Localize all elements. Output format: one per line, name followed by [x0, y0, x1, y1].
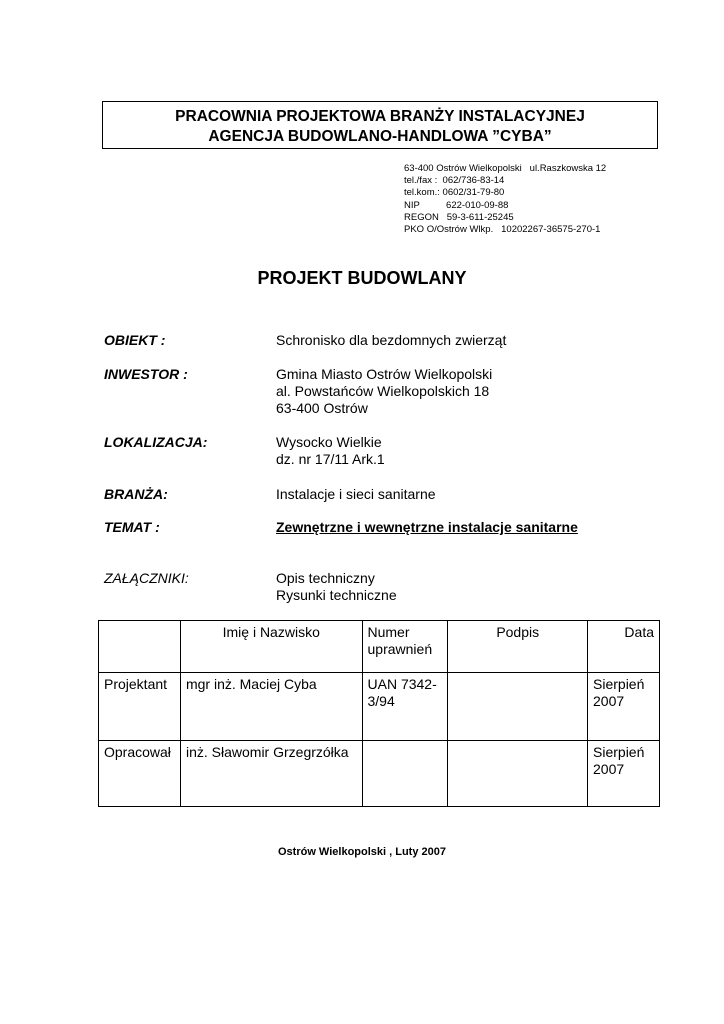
- table-cell: [588, 673, 660, 741]
- row-name: mgr inż. Maciej Cyba: [185, 676, 317, 692]
- inwestor-value: [276, 366, 492, 417]
- zalaczniki-value: [276, 570, 397, 604]
- row-number-line1: UAN 7342-: [367, 676, 437, 692]
- inwestor-line: al. Powstańców Wielkopolskich 18: [276, 383, 490, 399]
- header-date: Data: [624, 624, 654, 640]
- contact-address: 63-400 Ostrów Wielkopolski ul.Raszkowska 12: [404, 163, 607, 174]
- header-name: Imię i Nazwisko: [222, 624, 320, 640]
- table-cell: [448, 673, 588, 741]
- row-date-line1: Sierpień: [593, 744, 645, 760]
- table-header-cell: [180, 621, 362, 673]
- obiekt-label: OBIEKT :: [104, 332, 166, 348]
- table-cell: [180, 673, 362, 741]
- row-role: Opracował: [104, 744, 171, 760]
- header-number-line2: uprawnień: [367, 641, 433, 657]
- table-row: [99, 673, 660, 741]
- contact-telfax: tel./fax : 062/736-83-14: [404, 175, 505, 187]
- row-number: [363, 673, 448, 713]
- table-cell: [99, 673, 181, 741]
- header-number: [363, 621, 448, 661]
- row-signature: [448, 673, 587, 679]
- table-row: [99, 741, 660, 807]
- table-cell: [362, 741, 448, 807]
- signature-table: [98, 620, 660, 807]
- table-header-cell: [99, 621, 181, 673]
- lokalizacja-label: LOKALIZACJA:: [104, 434, 208, 450]
- lokalizacja-line: dz. nr 17/11 Ark.1: [276, 451, 385, 467]
- obiekt-value: Schronisko dla bezdomnych zwierząt: [276, 332, 507, 348]
- zalaczniki-label: ZAŁĄCZNIKI:: [104, 570, 189, 586]
- table-header-cell: [448, 621, 588, 673]
- row-role: Projektant: [104, 676, 168, 692]
- table-header-cell: [362, 621, 448, 673]
- contact-bank: PKO O/Ostrów Wlkp. 10202267-36575-270-1: [404, 224, 601, 236]
- company-contact-block: [404, 163, 606, 236]
- document-footer: Ostrów Wielkopolski , Luty 2007: [277, 846, 446, 858]
- lokalizacja-line: Wysocko Wielkie: [276, 434, 382, 450]
- company-name-line1: PRACOWNIA PROJEKTOWA BRANŻY INSTALACYJNEJ: [175, 108, 585, 125]
- company-name-line2: AGENCJA BUDOWLANO-HANDLOWA ”CYBA”: [208, 128, 552, 145]
- header-signature: Podpis: [496, 624, 540, 640]
- branza-label: BRANŻA:: [104, 486, 168, 502]
- row-name: inż. Sławomir Grzegrzółka: [185, 744, 349, 760]
- table-cell: [180, 741, 362, 807]
- row-signature: [448, 741, 587, 747]
- temat-value: Zewnętrzne i wewnętrzne instalacje sanitarne: [276, 519, 578, 535]
- contact-regon: REGON 59-3-611-25245: [404, 211, 514, 223]
- table-cell: [99, 741, 181, 807]
- zalaczniki-line: Opis techniczny: [276, 570, 375, 586]
- inwestor-label: INWESTOR :: [104, 366, 188, 382]
- row-number: [363, 741, 448, 747]
- table-cell: [448, 741, 588, 807]
- document-title: PROJEKT BUDOWLANY: [257, 268, 467, 288]
- row-date: [588, 741, 659, 781]
- lokalizacja-value: [276, 434, 385, 468]
- table-cell: [362, 673, 448, 741]
- header-number-line1: Numer: [367, 624, 410, 640]
- temat-label: TEMAT :: [104, 519, 160, 535]
- row-number-line2: 3/94: [367, 693, 395, 709]
- company-header-box: [102, 101, 658, 149]
- table-header-cell: [588, 621, 660, 673]
- zalaczniki-line: Rysunki techniczne: [276, 587, 397, 603]
- table-cell: [588, 741, 660, 807]
- inwestor-line: 63-400 Ostrów: [276, 400, 368, 416]
- contact-telkom: tel.kom.: 0602/31-79-80: [404, 187, 505, 199]
- branza-value: Instalacje i sieci sanitarne: [276, 486, 436, 502]
- row-date: [588, 673, 659, 713]
- table-header-row: [99, 621, 660, 673]
- row-date-line2: 2007: [593, 693, 625, 709]
- inwestor-line: Gmina Miasto Ostrów Wielkopolski: [276, 366, 493, 382]
- row-date-line1: Sierpień: [593, 676, 645, 692]
- row-date-line2: 2007: [593, 761, 625, 777]
- contact-nip: NIP 622-010-09-88: [404, 199, 509, 211]
